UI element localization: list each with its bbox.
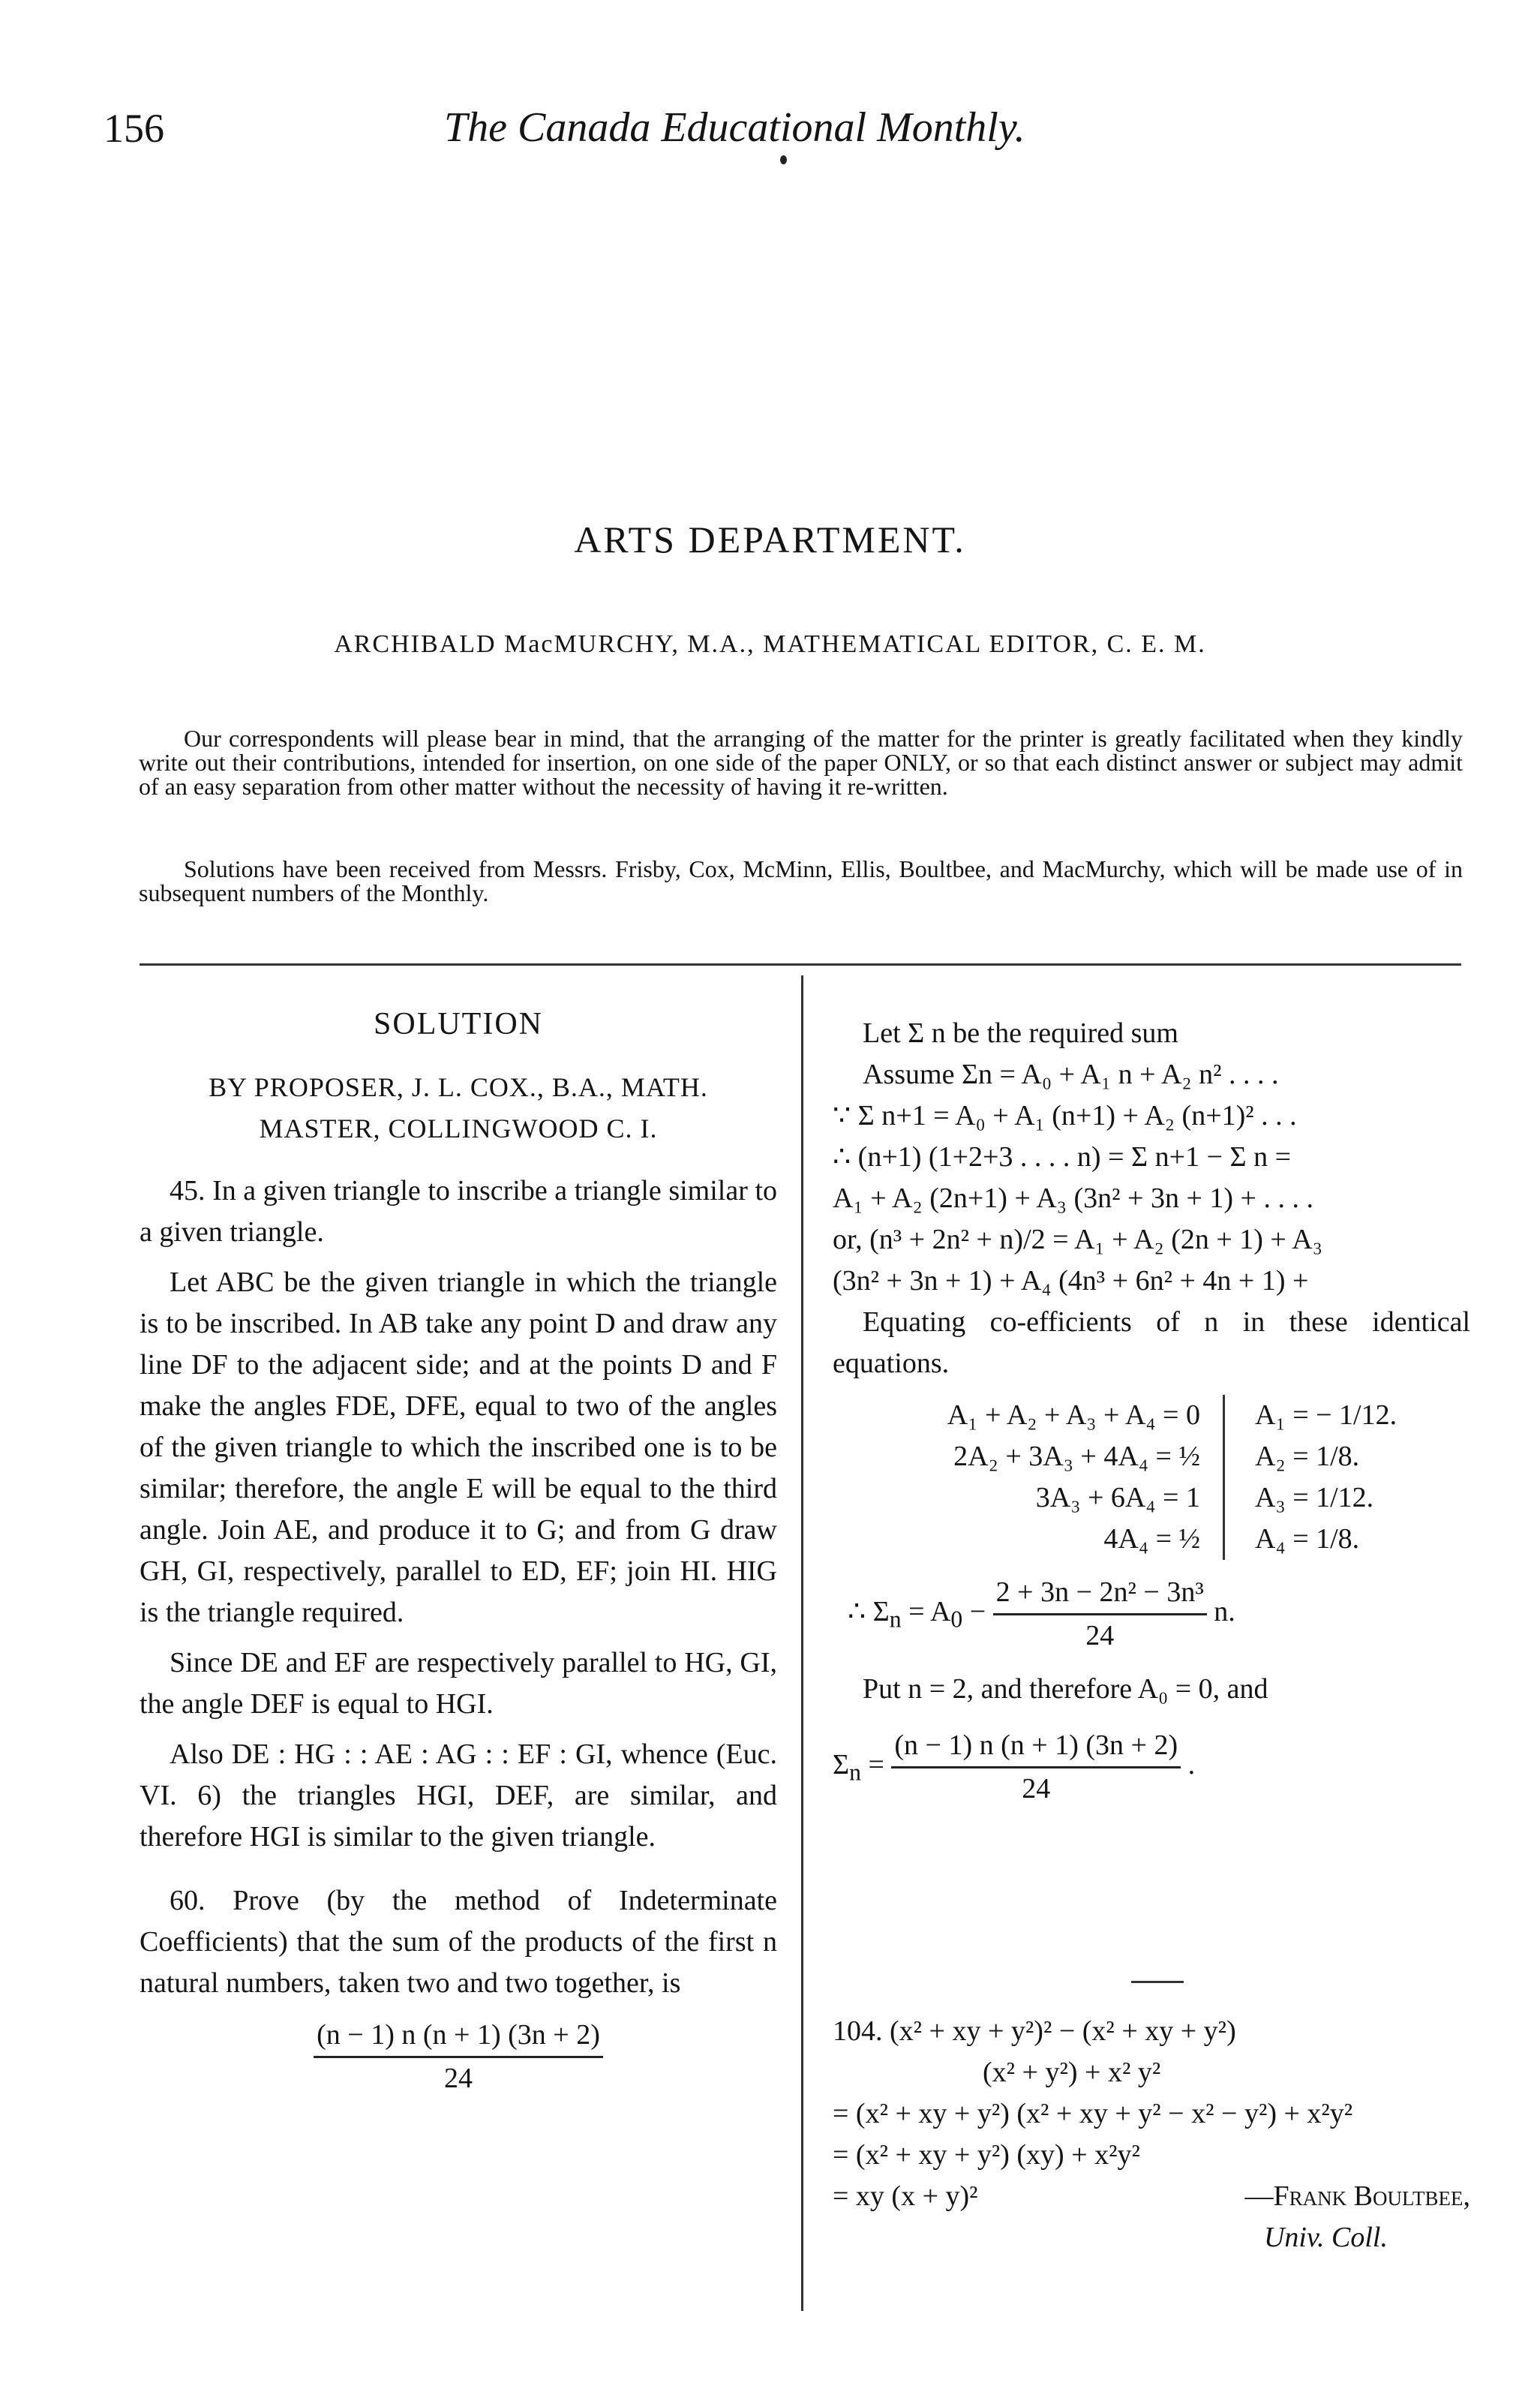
final-denominator: 24 xyxy=(1022,1773,1051,1805)
system-eq: 2A₂ + 3A₃ + 4A₄ = ½ xyxy=(953,1441,1200,1472)
byline-line-1: BY PROPOSER, J. L. COX., B.A., MATH. xyxy=(209,1072,708,1102)
system-sol: A₄ = 1/8. xyxy=(1255,1523,1360,1555)
solution-heading: SOLUTION xyxy=(374,1007,543,1041)
therefore-denominator: 24 xyxy=(1085,1620,1115,1651)
system-sol: A₃ = 1/12. xyxy=(1255,1482,1374,1513)
therefore-fraction xyxy=(993,1572,1207,1657)
equation-system xyxy=(833,1395,1470,1560)
column-rule xyxy=(801,975,803,2311)
solution-45-text: Let ABC be the given triangle in which the triangle is to be inscribed. In AB take any point D and draw any line DF to the adjacent side; and at the points D and F make the angles FDE, DFE, equal to two of the angles of the given triangle to which the inscribed one is to be similar; therefore, the angle E will be equal to the third angle. Join AE, and produce it to G; and from G draw GH, GI, respectively, parallel to ED, EF; join HI. HIG is the triangle required. xyxy=(140,1267,777,1628)
problem-104 xyxy=(833,2011,1470,2258)
therefore-line: ∴ $\Sigma_n = A_0$ − $\frac{\text{2 + 3n − 2n² − 3n³}}{24}$ n. xyxy=(833,1572,1470,1657)
math-line: (3n² + 3n + 1) + A₄ (4n³ + 6n² + 4n + 1) + xyxy=(833,1265,1309,1297)
system-left xyxy=(833,1395,1225,1560)
byline xyxy=(140,1067,777,1149)
page-number: 156 xyxy=(104,106,164,151)
signature: —Frank Boultbee, xyxy=(1244,2180,1470,2212)
affiliation: Univ. Coll. xyxy=(1263,2222,1388,2253)
system-eq: A₁ + A₂ + A₃ + A₄ = 0 xyxy=(947,1399,1200,1431)
department-title: ARTS DEPARTMENT. xyxy=(574,518,966,560)
problem-45: 45. In a given triangle to inscribe a triangle similar to a given triangle. xyxy=(140,1175,777,1248)
system-right xyxy=(1225,1395,1397,1560)
right-body xyxy=(833,1013,1470,1810)
final-numerator: (n − 1) n (n + 1) (3n + 2) xyxy=(891,1725,1181,1768)
math-line: = (x² + xy + y²) (xy) + x²y² xyxy=(833,2139,1140,2171)
math-line: A₁ + A₂ (2n+1) + A₃ (3n² + 3n + 1) + . . . . xyxy=(833,1182,1313,1214)
final-result: $\Sigma_n$ = $\frac{(n - 1) n (n + 1) (3n + 2)}{24}$ . xyxy=(833,1725,1470,1810)
formula-numerator: (n − 1) n (n + 1) (3n + 2) xyxy=(314,2015,603,2058)
math-line: or, (n³ + 2n² + n)/2 = A₁ + A₂ (2n + 1) + A₃ xyxy=(833,1224,1322,1255)
math-line: Assume Σn = A₀ + A₁ n + A₂ n² . . . . xyxy=(863,1059,1279,1090)
notice-text: Solutions have been received from Messrs. Frisby, Cox, McMinn, Ellis, Boultbee, and MacMurchy, which will be made use of in subsequent numbers of the Monthly. xyxy=(139,855,1463,906)
separator-dash xyxy=(1131,1981,1184,1983)
problem-60-formula xyxy=(140,2015,777,2099)
editor-line: ARCHIBALD MacMURCHY, M.A., MATHEMATICAL EDITOR, C. E. M. xyxy=(334,630,1206,658)
left-body xyxy=(140,1170,777,2099)
solution-45-similar: Also DE : HG : : AE : AG : : EF : GI, whence (Euc. VI. 6) the triangles HGI, DEF, are similar, and therefore HGI is similar to the given triangle. xyxy=(140,1738,777,1853)
math-line: = (x² + xy + y²) (x² + xy + y² − x² − y²) + x²y² xyxy=(833,2098,1353,2129)
system-sol: A₁ = − 1/12. xyxy=(1255,1399,1397,1431)
running-title: The Canada Educational Monthly. xyxy=(444,104,1025,151)
final-fraction xyxy=(891,1725,1181,1810)
system-eq: 4A₄ = ½ xyxy=(1103,1523,1200,1555)
notice-correspondents xyxy=(139,726,1463,798)
math-line: Equating co-efficients of n in these identical equations. xyxy=(833,1306,1470,1379)
formula-fraction xyxy=(314,2015,603,2099)
math-line: ∴ (n+1) (1+2+3 . . . . n) = Σ n+1 − Σ n = xyxy=(833,1141,1292,1173)
math-line: (x² + y²) + x² y² xyxy=(983,2057,1161,2088)
section-rule xyxy=(140,963,1461,966)
therefore-numerator: 2 + 3n − 2n² − 3n³ xyxy=(993,1572,1207,1615)
notice-text: Our correspondents will please bear in mind, that the arranging of the matter for the printer is greatly facilitated when they kindly write out their contributions, intended for insertion, on one side of the paper ONLY, or so that each distinct answer or subject may admit of an easy separation from other matter without the necessity of having it re-written. xyxy=(139,725,1463,800)
math-line: Let Σ n be the required sum xyxy=(863,1017,1178,1049)
problem-60: 60. Prove (by the method of Indeterminate Coefficients) that the sum of the products of the first n natural numbers, taken two and two together, is xyxy=(140,1885,777,1999)
ornament-dot xyxy=(780,155,787,164)
put-line: Put n = 2, and therefore A₀ = 0, and xyxy=(863,1673,1268,1705)
math-line: ∵ Σ n+1 = A₀ + A₁ (n+1) + A₂ (n+1)² . . . xyxy=(833,1100,1297,1131)
solution-45-parallel: Since DE and EF are respectively parallel to HG, GI, the angle DEF is equal to HGI. xyxy=(140,1647,777,1720)
math-line: 104. (x² + xy + y²)² − (x² + xy + y²) xyxy=(833,2015,1236,2047)
math-line: = xy (x + y)² xyxy=(833,2180,978,2212)
system-eq: 3A₃ + 6A₄ = 1 xyxy=(1035,1482,1200,1513)
formula-denominator: 24 xyxy=(444,2063,473,2094)
math-line-with-signature xyxy=(833,2176,1470,2217)
system-sol: A₂ = 1/8. xyxy=(1255,1441,1360,1472)
byline-line-2: MASTER, COLLINGWOOD C. I. xyxy=(259,1113,658,1143)
notice-solutions xyxy=(139,857,1463,905)
